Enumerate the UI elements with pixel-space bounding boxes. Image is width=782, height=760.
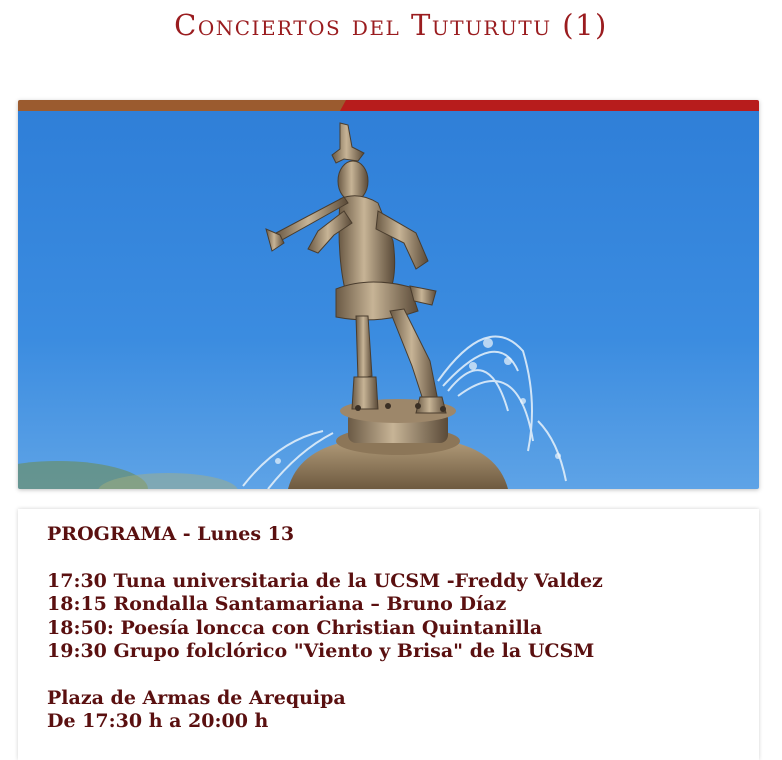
- program-item: 17:30 Tuna universitaria de la UCSM -Freddy Valdez: [47, 569, 603, 592]
- program-text: [47, 523, 603, 734]
- spacer: [47, 547, 603, 570]
- program-item: 19:30 Grupo folclórico "Viento y Brisa" de la UCSM: [47, 640, 595, 662]
- header-color-bar: [18, 100, 759, 111]
- statue-photo: [18, 111, 759, 489]
- page-title: Conciertos del Tuturutu (1): [174, 8, 608, 42]
- spacer: [47, 664, 603, 687]
- program-heading: PROGRAMA - Lunes 13: [47, 523, 295, 545]
- program-card: [18, 509, 759, 760]
- program-item: 18:50: Poesía loncca con Christian Quintanilla: [47, 616, 543, 639]
- venue-text: Plaza de Armas de Arequipa: [47, 686, 346, 709]
- header-bar-right: [340, 100, 759, 111]
- program-item: 18:15 Rondalla Santamariana – Bruno Díaz: [47, 593, 507, 615]
- image-card: [18, 100, 759, 489]
- header-bar-left: [18, 100, 346, 111]
- hours-text: De 17:30 h a 20:00 h: [47, 710, 269, 732]
